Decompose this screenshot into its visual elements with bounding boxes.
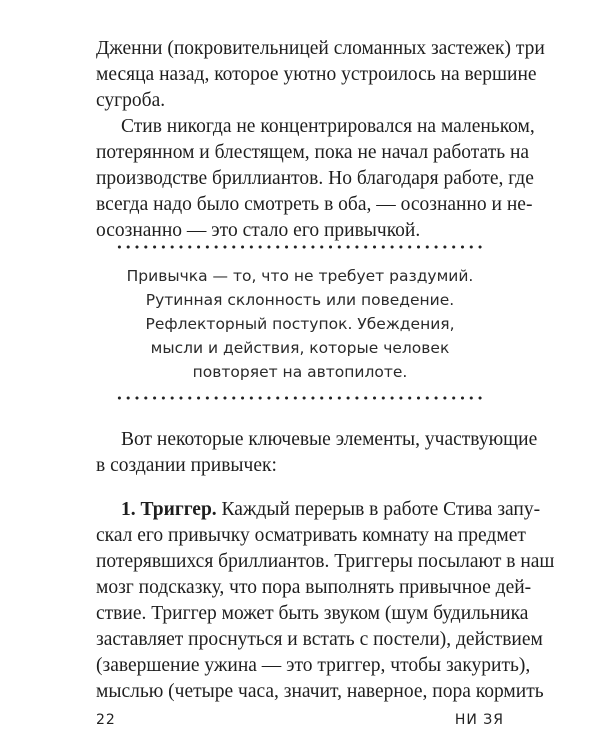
text-line: всегда надо было смотреть в оба, — осознанно и не- — [96, 194, 533, 215]
definition-line: Рефлекторный поступок. Убеждения, — [145, 315, 455, 333]
text-line: заставляет проснуться и встать с постели), действием — [96, 629, 543, 650]
trigger-heading: 1. Триггер. — [121, 499, 217, 520]
page-number: 22 — [96, 712, 116, 728]
text-line: Вот некоторые ключевые элементы, участвующие — [121, 429, 538, 450]
dotted-divider-top — [115, 245, 485, 249]
text-line: в создании привычек: — [96, 455, 277, 476]
text-line: месяца назад, которое уютно устроилось на вершине — [96, 64, 537, 85]
definition-line: Рутинная склонность или поведение. — [145, 291, 455, 309]
text-line: мыслью (четыре часа, значит, наверное, пора кормить — [96, 681, 544, 702]
text-line: Стив никогда не концентрировался на маленьком, — [121, 116, 535, 137]
text-line: ствие. Триггер может быть звуком (шум будильника — [96, 603, 529, 624]
text-line: мозг подсказку, что пора выполнять привычное дей- — [96, 577, 532, 598]
text-line: производстве бриллиантов. Но благодаря работе, где — [96, 168, 534, 189]
text-line: скал его привычку осматривать комнату на предмет — [96, 525, 526, 546]
text-line: Дженни (покровительницей сломанных застежек) три — [96, 38, 545, 59]
text-line: сугроба. — [96, 90, 166, 111]
text-line: осознанно — это стало его привычкой. — [96, 220, 421, 241]
dotted-divider-bottom — [115, 396, 485, 400]
definition-line: Привычка — то, что не требует раздумий. — [126, 267, 474, 285]
text-line — [121, 497, 541, 523]
definition-line: мысли и действия, которые человек — [150, 339, 450, 357]
text-line: потерявшихся бриллиантов. Триггеры посылают в наш — [96, 551, 555, 572]
running-head: НИ ЗЯ — [454, 712, 504, 728]
definition-line: повторяет на автопилоте. — [192, 363, 408, 381]
text-run: Каждый перерыв в работе Стива запу- — [216, 499, 541, 520]
text-line: потерянном и блестящем, пока не начал работать на — [96, 142, 530, 163]
text-line: (завершение ужина — это триггер, чтобы закурить), — [96, 655, 531, 676]
